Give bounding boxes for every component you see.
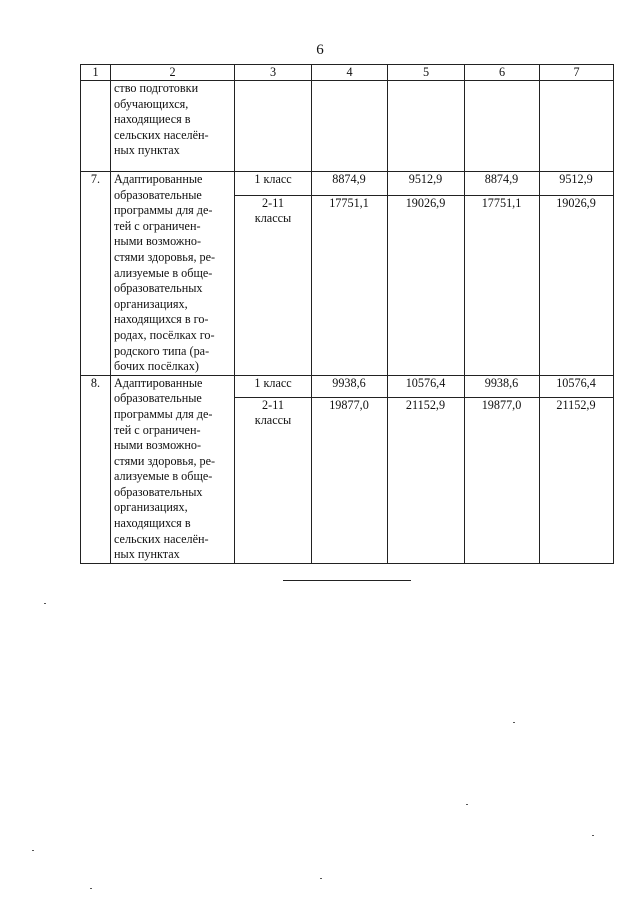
scan-speck [32,850,34,851]
value-cell: 17751,1 [465,195,540,375]
header-cell: 5 [388,65,465,81]
class-cell: 1 класс [235,172,312,196]
value-cell: 21152,9 [388,397,465,563]
value-cell [388,81,465,172]
page-number: 6 [316,42,324,58]
value-cell: 9512,9 [540,172,614,196]
scan-speck [90,888,92,889]
row-description: ство подготовки обучающихся, находящиеся в сельских населён- ных пунктах [111,81,235,172]
class-cell: 2-11 классы [235,195,312,375]
header-row [81,65,614,81]
class-cell: 2-11 классы [235,397,312,563]
header-cell: 1 [81,65,111,81]
value-cell: 9938,6 [465,375,540,397]
value-cell: 21152,9 [540,397,614,563]
header-cell: 2 [111,65,235,81]
table-row [81,172,614,196]
value-cell: 19026,9 [540,195,614,375]
value-cell: 9512,9 [388,172,465,196]
value-cell: 19026,9 [388,195,465,375]
value-cell: 8874,9 [312,172,388,196]
tariff-table [80,64,614,564]
class-cell [235,81,312,172]
class-cell: 1 класс [235,375,312,397]
row-number-cell [81,81,111,172]
value-cell [312,81,388,172]
row-description: Адаптированные образовательные программы для де- тей с ограничен- ными возможно- стями здоровья, ре- ализуемые в обще- образовательных организациях, находящихся в го- родах, посёлках го- родского типа (ра- бочих посёлках) [111,172,235,376]
value-cell: 10576,4 [540,375,614,397]
header-cell: 4 [312,65,388,81]
continued-row [81,81,614,172]
row-number-cell: 8. [81,375,111,563]
value-cell: 17751,1 [312,195,388,375]
row-description: Адаптированные образовательные программы для де- тей с ограничен- ными возможно- стями здоровья, ре- ализуемые в обще- образовательных организациях, находящихся в сельских населён- ных пунктах [111,375,235,563]
scan-speck [44,603,46,604]
scan-speck [466,804,468,805]
header-cell: 7 [540,65,614,81]
value-cell: 19877,0 [312,397,388,563]
value-cell [465,81,540,172]
value-cell: 19877,0 [465,397,540,563]
table-row [81,375,614,397]
header-cell: 6 [465,65,540,81]
end-rule [283,580,411,581]
scan-speck [513,722,515,723]
value-cell [540,81,614,172]
value-cell: 8874,9 [465,172,540,196]
scan-speck [320,878,322,879]
header-cell: 3 [235,65,312,81]
value-cell: 10576,4 [388,375,465,397]
row-number-cell: 7. [81,172,111,376]
value-cell: 9938,6 [312,375,388,397]
scan-speck [592,835,594,836]
